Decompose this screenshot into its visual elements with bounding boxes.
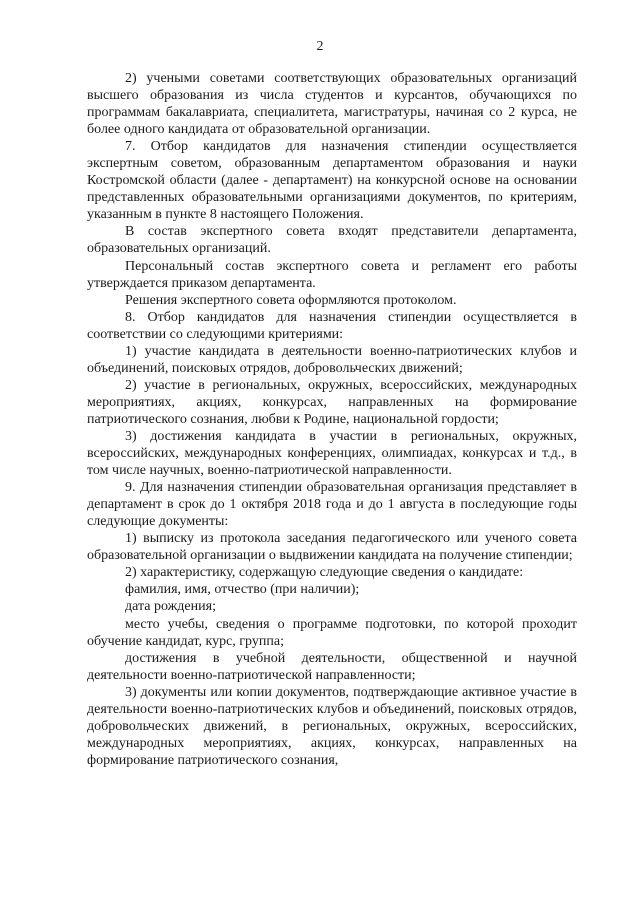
paragraph: 3) достижения кандидата в участии в региональных, окружных, всероссийских, международных конференциях, олимпиадах, конкурсах и т.д., в том числе научных, военно-патриотической направленности. [87,428,577,479]
paragraph: 2) характеристику, содержащую следующие сведения о кандидате: [125,565,524,581]
paragraph: Персональный состав экспертного совета и регламент его работы утверждается приказом департамента. [87,258,577,291]
paragraph: 2) учеными советами соответствующих образовательных организаций высшего образования из числа студентов и курсантов, обучающихся по программам бакалавриата, специалитета, магистратуры, начиная со 2 курса, не более одного кандидата от образовательной организации. [87,71,577,138]
paragraph: 2) участие в региональных, окружных, всероссийских, международных мероприятиях, акциях, конкурсах, направленных на формирование патриотического сознания, любви к Родине, национальной гордости; [87,377,577,427]
document-body [87,70,577,769]
paragraph: В состав экспертного совета входят представители департамента, образовательных организаций. [87,224,577,257]
paragraph: 1) участие кандидата в деятельности военно-патриотических клубов и объединений, поисковых отрядов, добровольческих движений; [87,343,577,376]
paragraph: 1) выписку из протокола заседания педагогического или ученого совета образовательной организации о выдвижении кандидата на получение стипендии; [87,531,577,564]
paragraph: 8. Отбор кандидатов для назначения стипендии осуществляется в соответствии со следующими критериями: [87,309,577,342]
page-number: 2 [316,39,324,54]
paragraph: 9. Для назначения стипендии образовательная организация представляет в департамент в срок до 1 октября 2018 года и до 1 августа в последующие годы следующие документы: [87,480,577,530]
paragraph: место учебы, сведения о программе подготовки, по которой проходит обучение кандидат, курс, группа; [87,616,577,649]
paragraph: дата рождения; [125,599,216,615]
paragraph: 3) документы или копии документов, подтверждающие активное участие в деятельности военно-патриотических клубов и объединений, поисковых отрядов, добровольческих движений, в региональных, окружных, всероссийских, международных мероприятиях, акциях, конкурсах, направленных на формирование патриотического сознания, [87,684,577,768]
paragraph: достижения в учебной деятельности, общественной и научной деятельности военно-патриотической направленности; [87,650,577,683]
paragraph: 7. Отбор кандидатов для назначения стипендии осуществляется экспертным советом, образованным департаментом образования и науки Костромской области (далее - департамент) на конкурсной основе на основании представленных образовательными организациями документов, по критериям, указанным в пункте 8 настоящего Положения. [87,139,577,223]
paragraph: Решения экспертного совета оформляются протоколом. [125,292,457,308]
paragraph: фамилия, имя, отчество (при наличии); [125,582,360,598]
